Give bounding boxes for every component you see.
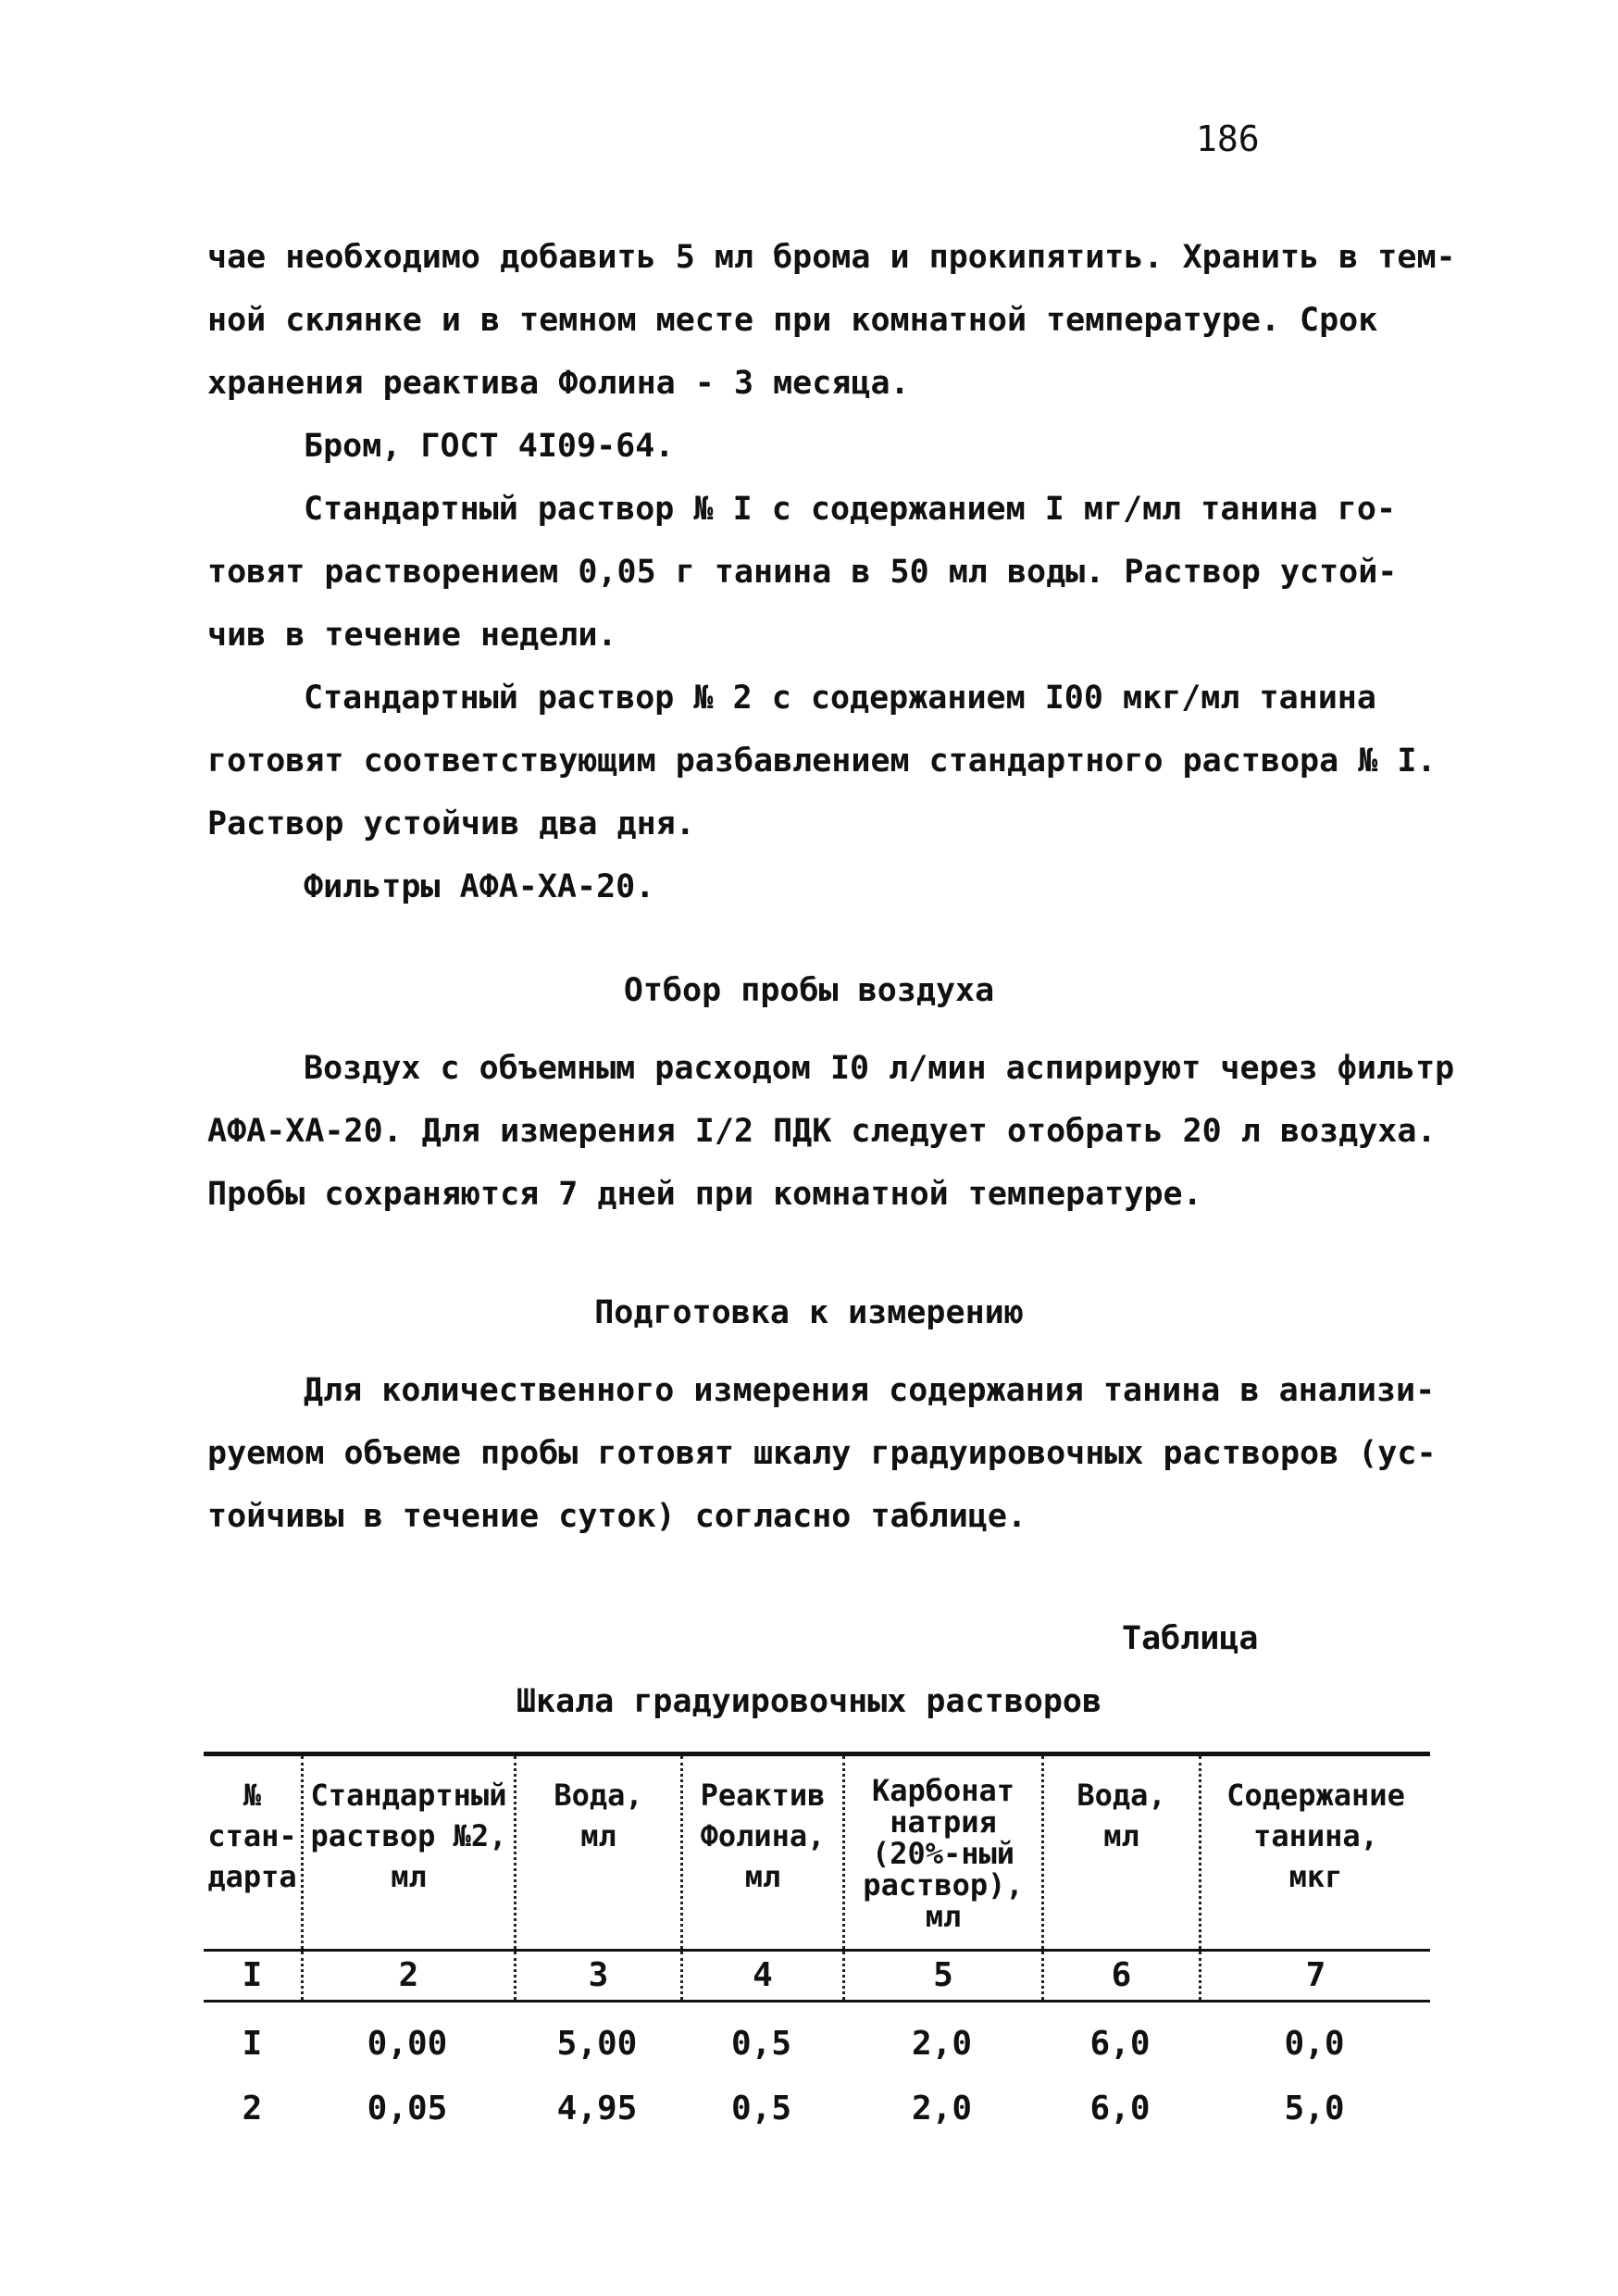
column-number: 4 xyxy=(680,1952,842,2000)
table-cell: 6,0 xyxy=(1089,2025,1151,2063)
table-row xyxy=(204,2077,1430,2141)
section-heading-air-sampling: Отбор пробы воздуха xyxy=(623,972,995,1009)
table-cell: 6,0 xyxy=(1089,2090,1151,2128)
table-cell: 0,05 xyxy=(367,2090,448,2128)
table-cell: 0,5 xyxy=(730,2090,792,2128)
column-number: 2 xyxy=(301,1952,514,2000)
text-line: ной склянке и в темном месте при комнатной температуре. Срок xyxy=(207,302,1378,339)
section-heading-preparation: Подготовка к измерению xyxy=(594,1294,1024,1331)
table-cell: 2,0 xyxy=(911,2090,973,2128)
header-sodium-carbonate: Карбонат натрия (20%-ный раствор), мл xyxy=(842,1756,1041,1949)
column-number: 6 xyxy=(1041,1952,1199,2000)
text-line: Стандартный раствор № 2 с содержанием I00 мкг/мл танина xyxy=(304,680,1376,717)
text-line: Воздух с объемным расходом I0 л/мин аспирируют через фильтр xyxy=(304,1050,1455,1087)
text-line: Стандартный раствор № I с содержанием I мг/мл танина го- xyxy=(304,491,1397,528)
header-standard-number: № стан- дарта xyxy=(207,1778,297,1894)
table-cell: 0,5 xyxy=(730,2025,792,2063)
header-water-1: Вода, мл xyxy=(514,1756,680,1949)
text-line: чае необходимо добавить 5 мл брома и прокипятить. Хранить в тем- xyxy=(207,239,1456,276)
table-cell: 5,0 xyxy=(1284,2090,1345,2128)
text-line: Раствор устойчив два дня. xyxy=(207,805,695,842)
table-cell: 0,0 xyxy=(1284,2025,1345,2063)
table-row xyxy=(204,2012,1430,2077)
header-standard-solution: Стандартный раствор №2, мл xyxy=(301,1756,514,1949)
text-line: Пробы сохраняются 7 дней при комнатной температуре. xyxy=(207,1176,1202,1213)
text-line: Фильтры АФА-ХА-20. xyxy=(304,868,655,905)
table-title: Шкала градуировочных растворов xyxy=(516,1683,1102,1720)
column-number: 7 xyxy=(1199,1952,1430,2000)
paragraph-1 xyxy=(207,226,1456,415)
text-line: готовят соответствующим разбавлением стандартного раствора № I. xyxy=(207,742,1437,780)
text-line: руемом объеме пробы готовят шкалу градуировочных растворов (ус- xyxy=(207,1435,1437,1472)
table-numbers-rule xyxy=(204,2000,1430,2003)
text-line: чив в течение недели. xyxy=(207,617,617,654)
text-line: Бром, ГОСТ 4I09-64. xyxy=(304,428,675,465)
text-line: хранения реактива Фолина - 3 месяца. xyxy=(207,365,910,402)
header-tannin-content: Содержание танина, мкг xyxy=(1199,1756,1430,1949)
air-sampling-text xyxy=(207,1037,1455,1226)
paragraph-4 xyxy=(207,667,1437,855)
table-cell: 0,00 xyxy=(367,2025,448,2063)
table-cell: 2,0 xyxy=(911,2025,973,2063)
paragraph-3 xyxy=(207,478,1420,667)
table-cell: 4,95 xyxy=(556,2090,638,2128)
text-line: товят растворением 0,05 г танина в 50 мл воды. Раствор устой- xyxy=(207,554,1398,591)
column-number: 3 xyxy=(514,1952,680,2000)
intro-text xyxy=(207,226,1456,918)
text-line: АФА-ХА-20. Для измерения I/2 ПДК следует отобрать 20 л воздуха. xyxy=(207,1113,1437,1150)
text-line: Для количественного измерения содержания танина в анализи- xyxy=(304,1372,1436,1409)
table-body xyxy=(204,2012,1430,2141)
table-cell: I xyxy=(242,2025,263,2063)
preparation-text xyxy=(207,1359,1437,1548)
calibration-table xyxy=(204,1752,1430,2141)
paragraph-2 xyxy=(207,415,1420,478)
table-label: Таблица xyxy=(1122,1620,1259,1657)
column-number: I xyxy=(242,1956,263,1994)
page-number: 186 xyxy=(1196,119,1260,159)
text-line: тойчивы в течение суток) согласно таблице. xyxy=(207,1498,1027,1535)
paragraph-5 xyxy=(207,855,1420,918)
table-cell: 2 xyxy=(242,2090,263,2128)
column-number-row xyxy=(204,1952,1430,2000)
column-number: 5 xyxy=(842,1952,1041,2000)
header-folin-reagent: Реактив Фолина, мл xyxy=(680,1756,842,1949)
table-cell: 5,00 xyxy=(556,2025,638,2063)
header-water-2: Вода, мл xyxy=(1041,1756,1199,1949)
table-header-row xyxy=(204,1756,1430,1949)
